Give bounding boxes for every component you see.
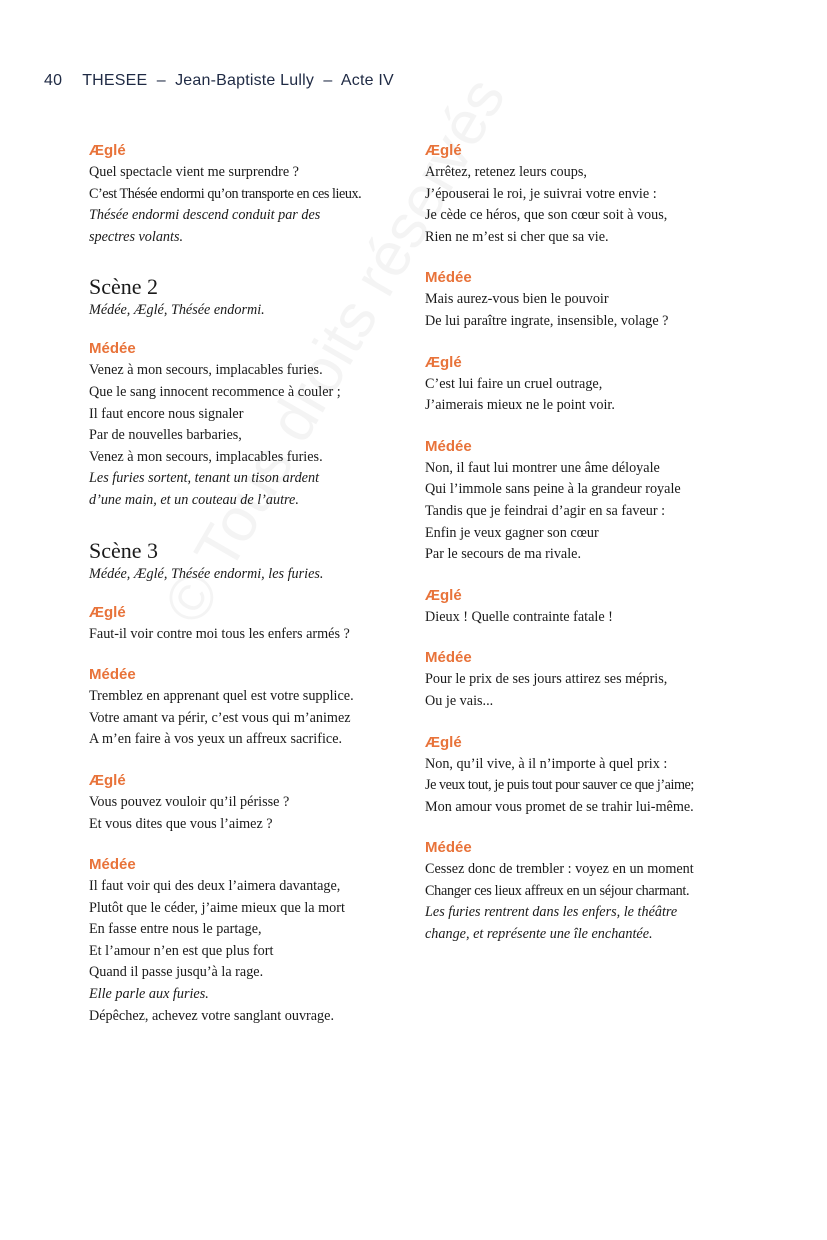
- verse-line: Et l’amour n’en est que plus fort: [89, 942, 274, 959]
- dialogue-block: [89, 602, 419, 646]
- verse-line: Cessez donc de trembler : voyez en un moment: [425, 861, 694, 878]
- verse-line: Pour le prix de ses jours attirez ses mépris,: [425, 671, 668, 688]
- verse-line: Plutôt que le céder, j’aime mieux que la mort: [89, 899, 345, 916]
- speaker-name: Æglé: [89, 603, 126, 621]
- dialogue-block: [425, 267, 755, 332]
- speaker-name: Æglé: [425, 586, 462, 604]
- verse-line: Quand il passe jusqu’à la rage.: [89, 964, 264, 981]
- speaker-name: Médée: [425, 437, 472, 455]
- speaker-name: Æglé: [425, 733, 462, 751]
- scene-heading: [89, 538, 419, 584]
- verse-line: En fasse entre nous le partage,: [89, 921, 262, 938]
- verse-line: Tandis que je feindrai d’agir en sa faveur :: [425, 502, 666, 519]
- verse-line: Ou je vais...: [425, 692, 494, 709]
- verse-line: Quel spectacle vient me surprendre ?: [89, 164, 299, 180]
- stage-direction: Les furies rentrent dans les enfers, le théâtre: [425, 904, 678, 921]
- verse-line: Mon amour vous promet de se trahir lui-même.: [425, 798, 694, 815]
- verse-line: Arrêtez, retenez leurs coups,: [425, 164, 587, 180]
- speaker-name: Æglé: [425, 353, 462, 371]
- verse-line: Enfin je veux gagner son cœur: [425, 524, 599, 541]
- scene-heading: [89, 274, 419, 320]
- verse-line: C’est Thésée endormi qu’on transporte en ces lieux.: [89, 185, 362, 202]
- dialogue-block: [425, 352, 755, 417]
- header-title: THESEE – Jean-Baptiste Lully – Acte IV: [82, 72, 394, 89]
- dialogue-block: [425, 140, 755, 248]
- verse-line: Non, il faut lui montrer une âme déloyale: [425, 459, 660, 476]
- verse-line: Non, qu’il vive, à il n’importe à quel prix :: [425, 755, 668, 772]
- speaker-name: Æglé: [425, 142, 462, 159]
- right-column: [425, 140, 755, 965]
- speaker-name: Æglé: [89, 142, 126, 159]
- dialogue-block: [89, 854, 419, 1027]
- speaker-name: Médée: [89, 856, 136, 874]
- stage-direction: Elle parle aux furies.: [89, 986, 209, 1003]
- page-number: 40: [44, 72, 63, 89]
- dialogue-block: [89, 338, 419, 511]
- left-column: [89, 140, 419, 1046]
- verse-line: Vous pouvez vouloir qu’il périsse ?: [89, 793, 290, 810]
- scene-title: Scène 2: [89, 274, 159, 300]
- speaker-name: Médée: [425, 649, 472, 667]
- verse-line: A m’en faire à vos yeux un affreux sacrifice.: [89, 731, 343, 748]
- stage-direction: Les furies sortent, tenant un tison ardent: [89, 470, 320, 487]
- verse-line: Rien ne m’est si cher que sa vie.: [425, 228, 609, 245]
- verse-line: Par le secours de ma rivale.: [425, 546, 582, 563]
- speaker-name: Médée: [425, 839, 472, 857]
- stage-direction: change, et représente une île enchantée.: [425, 926, 653, 943]
- verse-line: Il faut voir qui des deux l’aimera davantage,: [89, 878, 341, 895]
- dialogue-block: [425, 647, 755, 712]
- verse-line: Dépêchez, achevez votre sanglant ouvrage.: [89, 1007, 334, 1024]
- dialogue-block: [425, 732, 755, 819]
- verse-line: Venez à mon secours, implacables furies.: [89, 362, 323, 379]
- stage-direction: d’une main, et un couteau de l’autre.: [89, 491, 299, 508]
- verse-line: Par de nouvelles barbaries,: [89, 427, 242, 444]
- scene-title: Scène 3: [89, 537, 159, 563]
- verse-line: Qui l’immole sans peine à la grandeur royale: [425, 481, 681, 498]
- verse-line: Dieux ! Quelle contrainte fatale !: [425, 608, 613, 625]
- verse-line: Que le sang innocent recommence à couler ;: [89, 383, 341, 400]
- dialogue-block: [89, 770, 419, 835]
- verse-line: De lui paraître ingrate, insensible, volage ?: [425, 312, 669, 329]
- speaker-name: Médée: [89, 666, 136, 684]
- verse-line: Et vous dites que vous l’aimez ?: [89, 815, 273, 832]
- verse-line: Tremblez en apprenant quel est votre supplice.: [89, 688, 354, 705]
- verse-line: Il faut encore nous signaler: [89, 405, 244, 422]
- scene-characters: Médée, Æglé, Thésée endormi.: [89, 302, 265, 319]
- speaker-name: Médée: [89, 340, 136, 358]
- speaker-name: Médée: [425, 269, 472, 287]
- speaker-name: Æglé: [89, 771, 126, 789]
- verse-line: Venez à mon secours, implacables furies.: [89, 448, 323, 465]
- stage-direction: Thésée endormi descend conduit par des: [89, 207, 321, 224]
- dialogue-block: [425, 837, 755, 945]
- dialogue-block: [425, 436, 755, 566]
- scene-characters: Médée, Æglé, Thésée endormi, les furies.: [89, 565, 324, 582]
- verse-line: Je cède ce héros, que son cœur soit à vous,: [425, 207, 668, 224]
- verse-line: Votre amant va périr, c’est vous qui m’animez: [89, 709, 351, 726]
- verse-line: Changer ces lieux affreux en un séjour charmant.: [425, 882, 690, 899]
- stage-direction: spectres volants.: [89, 228, 184, 245]
- running-header: [44, 72, 394, 90]
- verse-line: Faut-il voir contre moi tous les enfers armés ?: [89, 625, 350, 642]
- dialogue-block: [89, 664, 419, 751]
- verse-line: J’épouserai le roi, je suivrai votre envie :: [425, 185, 657, 202]
- dialogue-block: [89, 140, 419, 248]
- verse-line: Mais aurez-vous bien le pouvoir: [425, 291, 609, 308]
- dialogue-block: [425, 585, 755, 629]
- verse-line: J’aimerais mieux ne le point voir.: [425, 397, 615, 414]
- verse-line: Je veux tout, je puis tout pour sauver ce que j’aime;: [425, 777, 694, 794]
- verse-line: C’est lui faire un cruel outrage,: [425, 375, 603, 392]
